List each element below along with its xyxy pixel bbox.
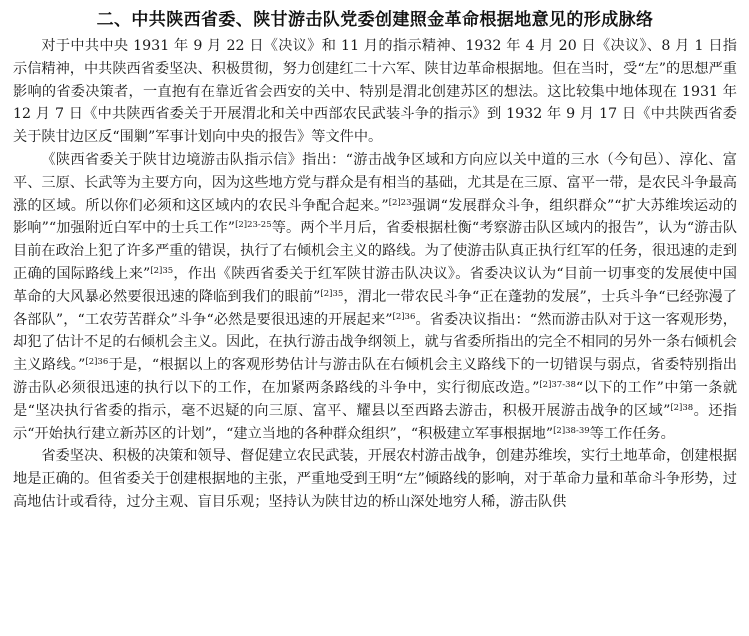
text-run: 。还指示“开始执行建立新苏区的计划”，“建立当地的各种群众组织”，“积极建立军事根据地” bbox=[13, 402, 737, 442]
citation-ref: [2]23-25 bbox=[235, 220, 272, 231]
text-run: ，渭北一带农民斗争“正在蓬勃的发展”，士兵斗争“已经弥漫了各部队”，“工农劳苦群众”斗争“必然是要很迅速的开展起来” bbox=[13, 288, 737, 328]
text-run: 等工作任务。 bbox=[589, 425, 675, 442]
citation-ref: [2]37-38 bbox=[539, 379, 576, 390]
document-page bbox=[13, 5, 737, 514]
citation-ref: [2]35 bbox=[150, 265, 174, 276]
body-paragraph bbox=[13, 445, 737, 513]
text-run: ，作出《陕西省委关于红军陕甘游击队决议》。省委决议认为“目前一切事变的发展使中国革命的大风暴必然要很迅速的降临到我们的眼前” bbox=[13, 265, 737, 305]
article-body bbox=[13, 35, 737, 514]
text-run: 强调“发展群众斗争，组织群众”“扩大苏维埃运动的影响”“加强附近白军中的士兵工作” bbox=[13, 197, 738, 237]
text-run: 省委坚决、积极的决策和领导、督促建立农民武装，开展农村游击战争，创建苏维埃，实行土地革命，创建根据地是正确的。但省委关于创建根据地的主张，严重地受到王明“左”倾路线的影响，对于革命力量和革命斗争形势，过高地估计或看待，过分主观、盲目乐观；坚持认为陕甘边的桥山深处地穷人稀，游击队供 bbox=[13, 448, 737, 510]
text-run: 对于中共中央 1931 年 9 月 22 日《决议》和 11 月的指示精神、1932 年 4 月 20 日《决议》、8 月 1 日指示信精神，中共陕西省委坚决、积极贯彻，努力创建红二十六军、陕甘边革命根据地。但在当时，受“左”的思想严重影响的省委决策者，一直抱有在靠近省会西安的关中、特别是渭北创建苏区的想法。这比较集中地体现在 1931 年 12 月 7 日《中共陕西省委关于开展渭北和关中西部农民武装斗争的指示》到 1932 年 9 月 17 日《中共陕西省委关于陕甘边区反“围剿”军事计划向中央的报告》等文件中。 bbox=[13, 38, 737, 146]
citation-ref: [2]23 bbox=[388, 197, 412, 208]
text-run: 《陕西省委关于陕甘边境游击队指示信》指出：“游击战争区域和方向应以关中道的三水（今旬邑）、淳化、富平、三原、长武等为主要方向，因为这些地方党与群众是有相当的基础，尤其是在三原、富平一带，是农民斗争最高涨的区域。所以你们必须和这区域内的农民斗争配合起来。” bbox=[13, 151, 737, 214]
section-title: 二、中共陕西省委、陕甘游击队党委创建照金革命根据地意见的形成脉络 bbox=[96, 10, 654, 30]
citation-ref: [2]38-39 bbox=[553, 425, 590, 436]
citation-ref: [2]35 bbox=[320, 288, 344, 299]
text-run: 。省委决议指出：“然而游击队对于这一客观形势，却犯了估计不足的右倾机会主义。因此，在执行游击战争纲领上，就与省委所指出的完全不相同的另外一条右倾机会主义路线。” bbox=[13, 311, 737, 374]
body-paragraph bbox=[13, 149, 737, 445]
text-run: “以下的工作”中第一条就是“坚决执行省委的指示，毫不迟疑的向三原、富平、耀县以至西路去游击，积极开展游击战争的区域” bbox=[13, 379, 738, 419]
citation-ref: [2]36 bbox=[392, 311, 416, 322]
citation-ref: [2]38 bbox=[670, 402, 694, 413]
text-run: 于是，“根据以上的客观形势估计与游击队在右倾机会主义路线下的一切错误与弱点，省委特别指出游击队必须很迅速的执行以下的工作，在加紧两条路线的斗争中，实行彻底改造。” bbox=[13, 357, 737, 396]
citation-ref: [2]36 bbox=[85, 357, 109, 368]
body-paragraph bbox=[13, 35, 737, 149]
text-run: 等。两个半月后，省委根据杜衡“考察游击队区域内的报告”，认为“游击队目前在政治上犯了许多严重的错误，执行了右倾机会主义的路线。为了使游击队真正执行红军的任务，很迅速的走到正确的国际路线上来” bbox=[13, 220, 738, 282]
